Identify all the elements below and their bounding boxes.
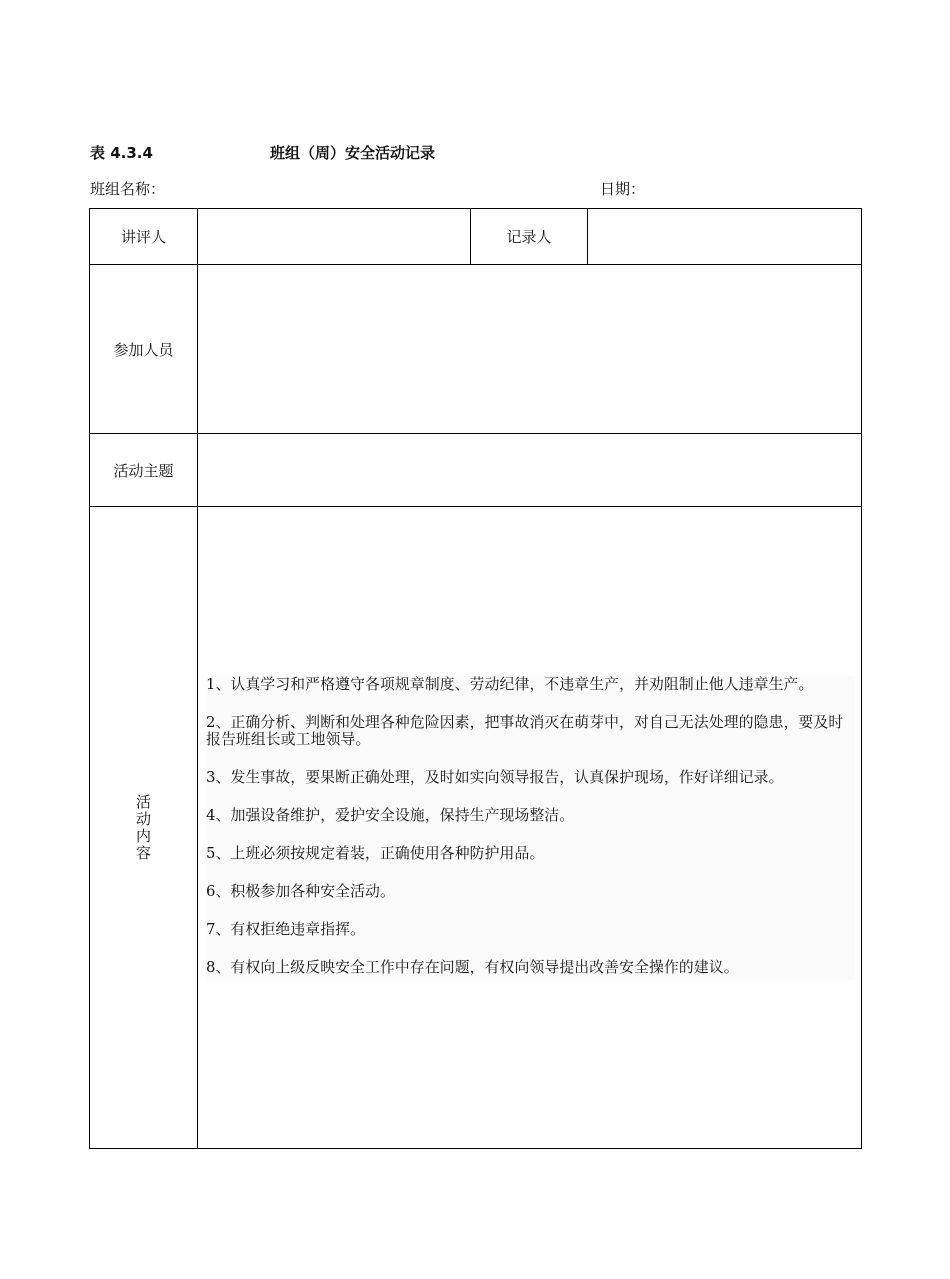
list-item: 2、正确分析、判断和处理各种危险因素，把事故消灭在萌芽中，对自己无法处理的隐患，要及时报告班组长或工地领导。 <box>206 713 844 748</box>
date-label: 日期： <box>600 180 646 198</box>
list-item: 6、积极参加各种安全活动。 <box>206 882 395 900</box>
content-list <box>206 676 855 980</box>
content-field[interactable] <box>198 507 862 1149</box>
team-name-label: 班组名称： <box>90 180 166 198</box>
topic-label: 活动主题 <box>90 434 198 507</box>
form-title: 班组（周）安全活动记录 <box>270 144 436 162</box>
reviewer-row <box>90 209 862 265</box>
list-item: 7、有权拒绝违章指挥。 <box>206 920 366 938</box>
participants-label: 参加人员 <box>90 265 198 434</box>
content-label: 活动内容 <box>135 792 151 862</box>
recorder-label: 记录人 <box>471 209 588 265</box>
table-number: 表 4.3.4 <box>90 144 153 162</box>
list-item: 1、认真学习和严格遵守各项规章制度、劳动纪律，不违章生产，并劝阻制止他人违章生产。 <box>206 675 814 693</box>
topic-row <box>90 434 862 507</box>
reviewer-label: 讲评人 <box>90 209 198 265</box>
topic-field[interactable] <box>198 434 862 507</box>
content-label-cell <box>90 507 198 1149</box>
list-item: 8、有权向上级反映安全工作中存在问题，有权向领导提出改善安全操作的建议。 <box>206 958 739 976</box>
participants-field[interactable] <box>198 265 862 434</box>
list-item: 4、加强设备维护，爱护安全设施，保持生产现场整洁。 <box>206 806 575 824</box>
list-item: 5、上班必须按规定着装，正确使用各种防护用品。 <box>206 844 545 862</box>
activity-record-table <box>89 208 862 1149</box>
content-row <box>90 507 862 1149</box>
list-item: 3、发生事故，要果断正确处理，及时如实向领导报告，认真保护现场，作好详细记录。 <box>206 768 784 786</box>
reviewer-field[interactable] <box>198 209 471 265</box>
recorder-field[interactable] <box>588 209 862 265</box>
participants-row <box>90 265 862 434</box>
